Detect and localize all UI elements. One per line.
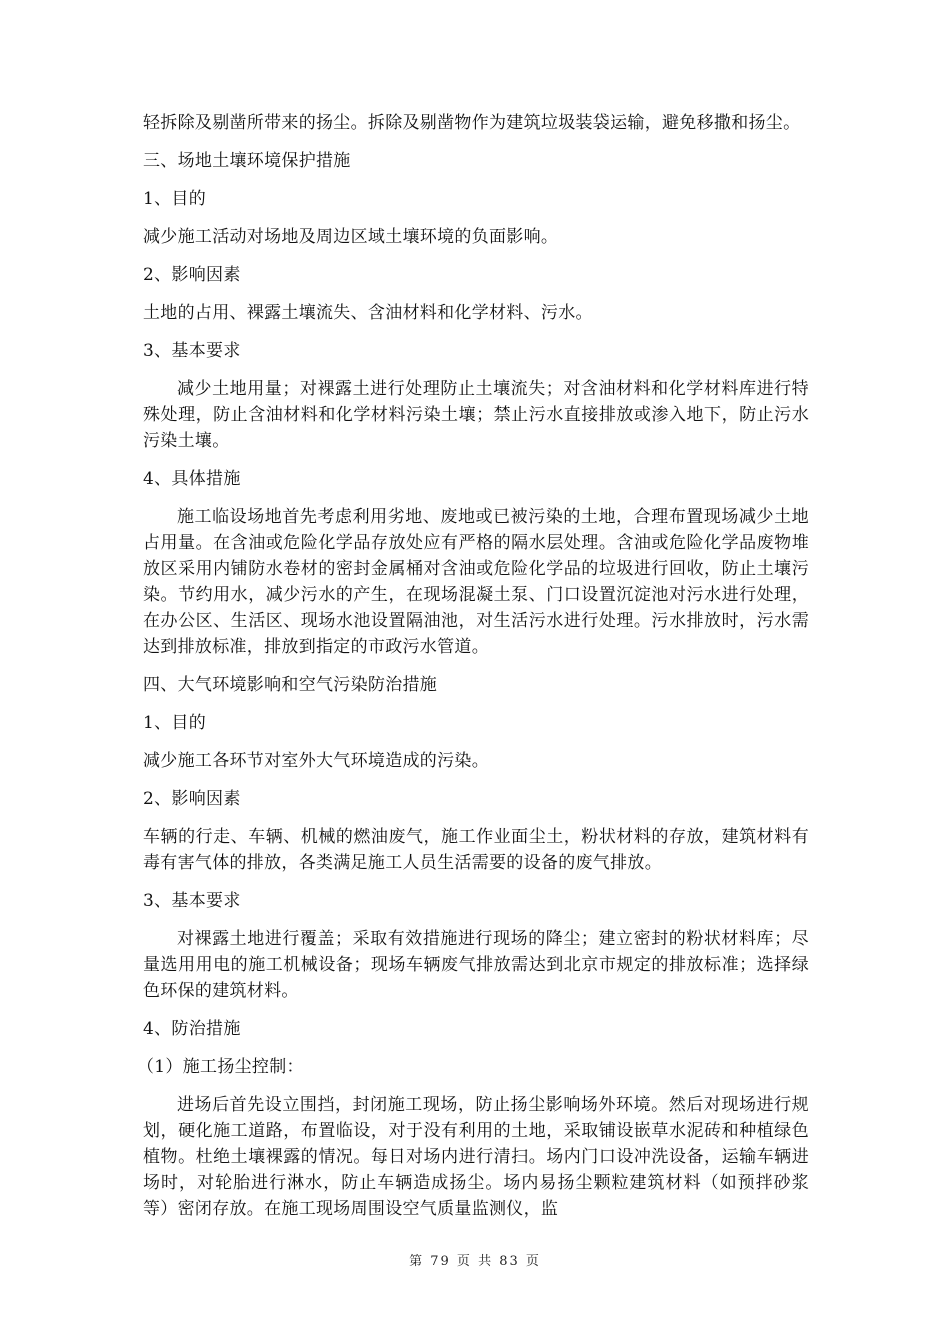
page-footer: 第 79 页 共 83 页 xyxy=(409,1254,541,1269)
subheading-prevention-measures: 4、防治措施 xyxy=(143,1019,241,1039)
subheading-purpose: 1、目的 xyxy=(143,189,207,209)
heading-soil-protection: 三、场地土壤环境保护措施 xyxy=(143,151,351,171)
subheading-measures: 4、具体措施 xyxy=(143,469,241,489)
subheading-factors: 2、影响因素 xyxy=(143,789,241,809)
subheading-requirements: 3、基本要求 xyxy=(143,341,241,361)
subheading-purpose: 1、目的 xyxy=(143,713,207,733)
subheading-dust-control: （1）施工扬尘控制： xyxy=(137,1057,304,1077)
paragraph-air-factors: 车辆的行走、车辆、机械的燃油废气，施工作业面尘土，粉状材料的存放，建筑材料有毒有害气体的排放，各类满足施工人员生活需要的设备的废气排放。 xyxy=(143,827,809,873)
subheading-factors: 2、影响因素 xyxy=(143,265,241,285)
paragraph-air-requirements: 对裸露土地进行覆盖；采取有效措施进行现场的降尘；建立密封的粉状材料库；尽量选用用电的施工机械设备；现场车辆废气排放需达到北京市规定的排放标准；选择绿色环保的建筑材料。 xyxy=(143,929,809,1001)
paragraph-soil-purpose: 减少施工活动对场地及周边区域土壤环境的负面影响。 xyxy=(143,227,559,247)
paragraph-soil-measures: 施工临设场地首先考虑利用劣地、废地或已被污染的土地，合理布置现场减少土地占用量。在含油或危险化学品存放处应有严格的隔水层处理。含油或危险化学品废物堆放区采用内铺防水卷材的密封金属桶对含油或危险化学品的垃圾进行回收，防止土壤污染。节约用水，减少污水的产生，在现场混凝土泵、门口设置沉淀池对污水进行处理，在办公区、生活区、现场水池设置隔油池，对生活污水进行处理。污水排放时，污水需达到排放标准，排放到指定的市政污水管道。 xyxy=(143,507,809,657)
subheading-requirements: 3、基本要求 xyxy=(143,891,241,911)
paragraph-soil-factors: 土地的占用、裸露土壤流失、含油材料和化学材料、污水。 xyxy=(143,303,593,323)
paragraph-dust-removal: 轻拆除及剔凿所带来的扬尘。拆除及剔凿物作为建筑垃圾装袋运输，避免移撒和扬尘。 xyxy=(143,113,801,133)
paragraph-soil-requirements: 减少土地用量；对裸露土进行处理防止土壤流失；对含油材料和化学材料库进行特殊处理，防止含油材料和化学材料污染土壤；禁止污水直接排放或渗入地下，防止污水污染土壤。 xyxy=(143,379,809,451)
heading-air-pollution: 四、大气环境影响和空气污染防治措施 xyxy=(143,675,438,695)
document-body xyxy=(137,110,809,1234)
paragraph-air-purpose: 减少施工各环节对室外大气环境造成的污染。 xyxy=(143,751,489,771)
paragraph-dust-control: 进场后首先设立围挡，封闭施工现场，防止扬尘影响场外环境。然后对现场进行规划，硬化施工道路，布置临设，对于没有利用的土地，采取铺设嵌草水泥砖和种植绿色植物。杜绝土壤裸露的情况。每日对场内进行清扫。场内门口设冲洗设备，运输车辆进场时，对轮胎进行淋水，防止车辆造成扬尘。场内易扬尘颗粒建筑材料（如预拌砂浆等）密闭存放。在施工现场周围设空气质量监测仪，监 xyxy=(143,1095,809,1219)
